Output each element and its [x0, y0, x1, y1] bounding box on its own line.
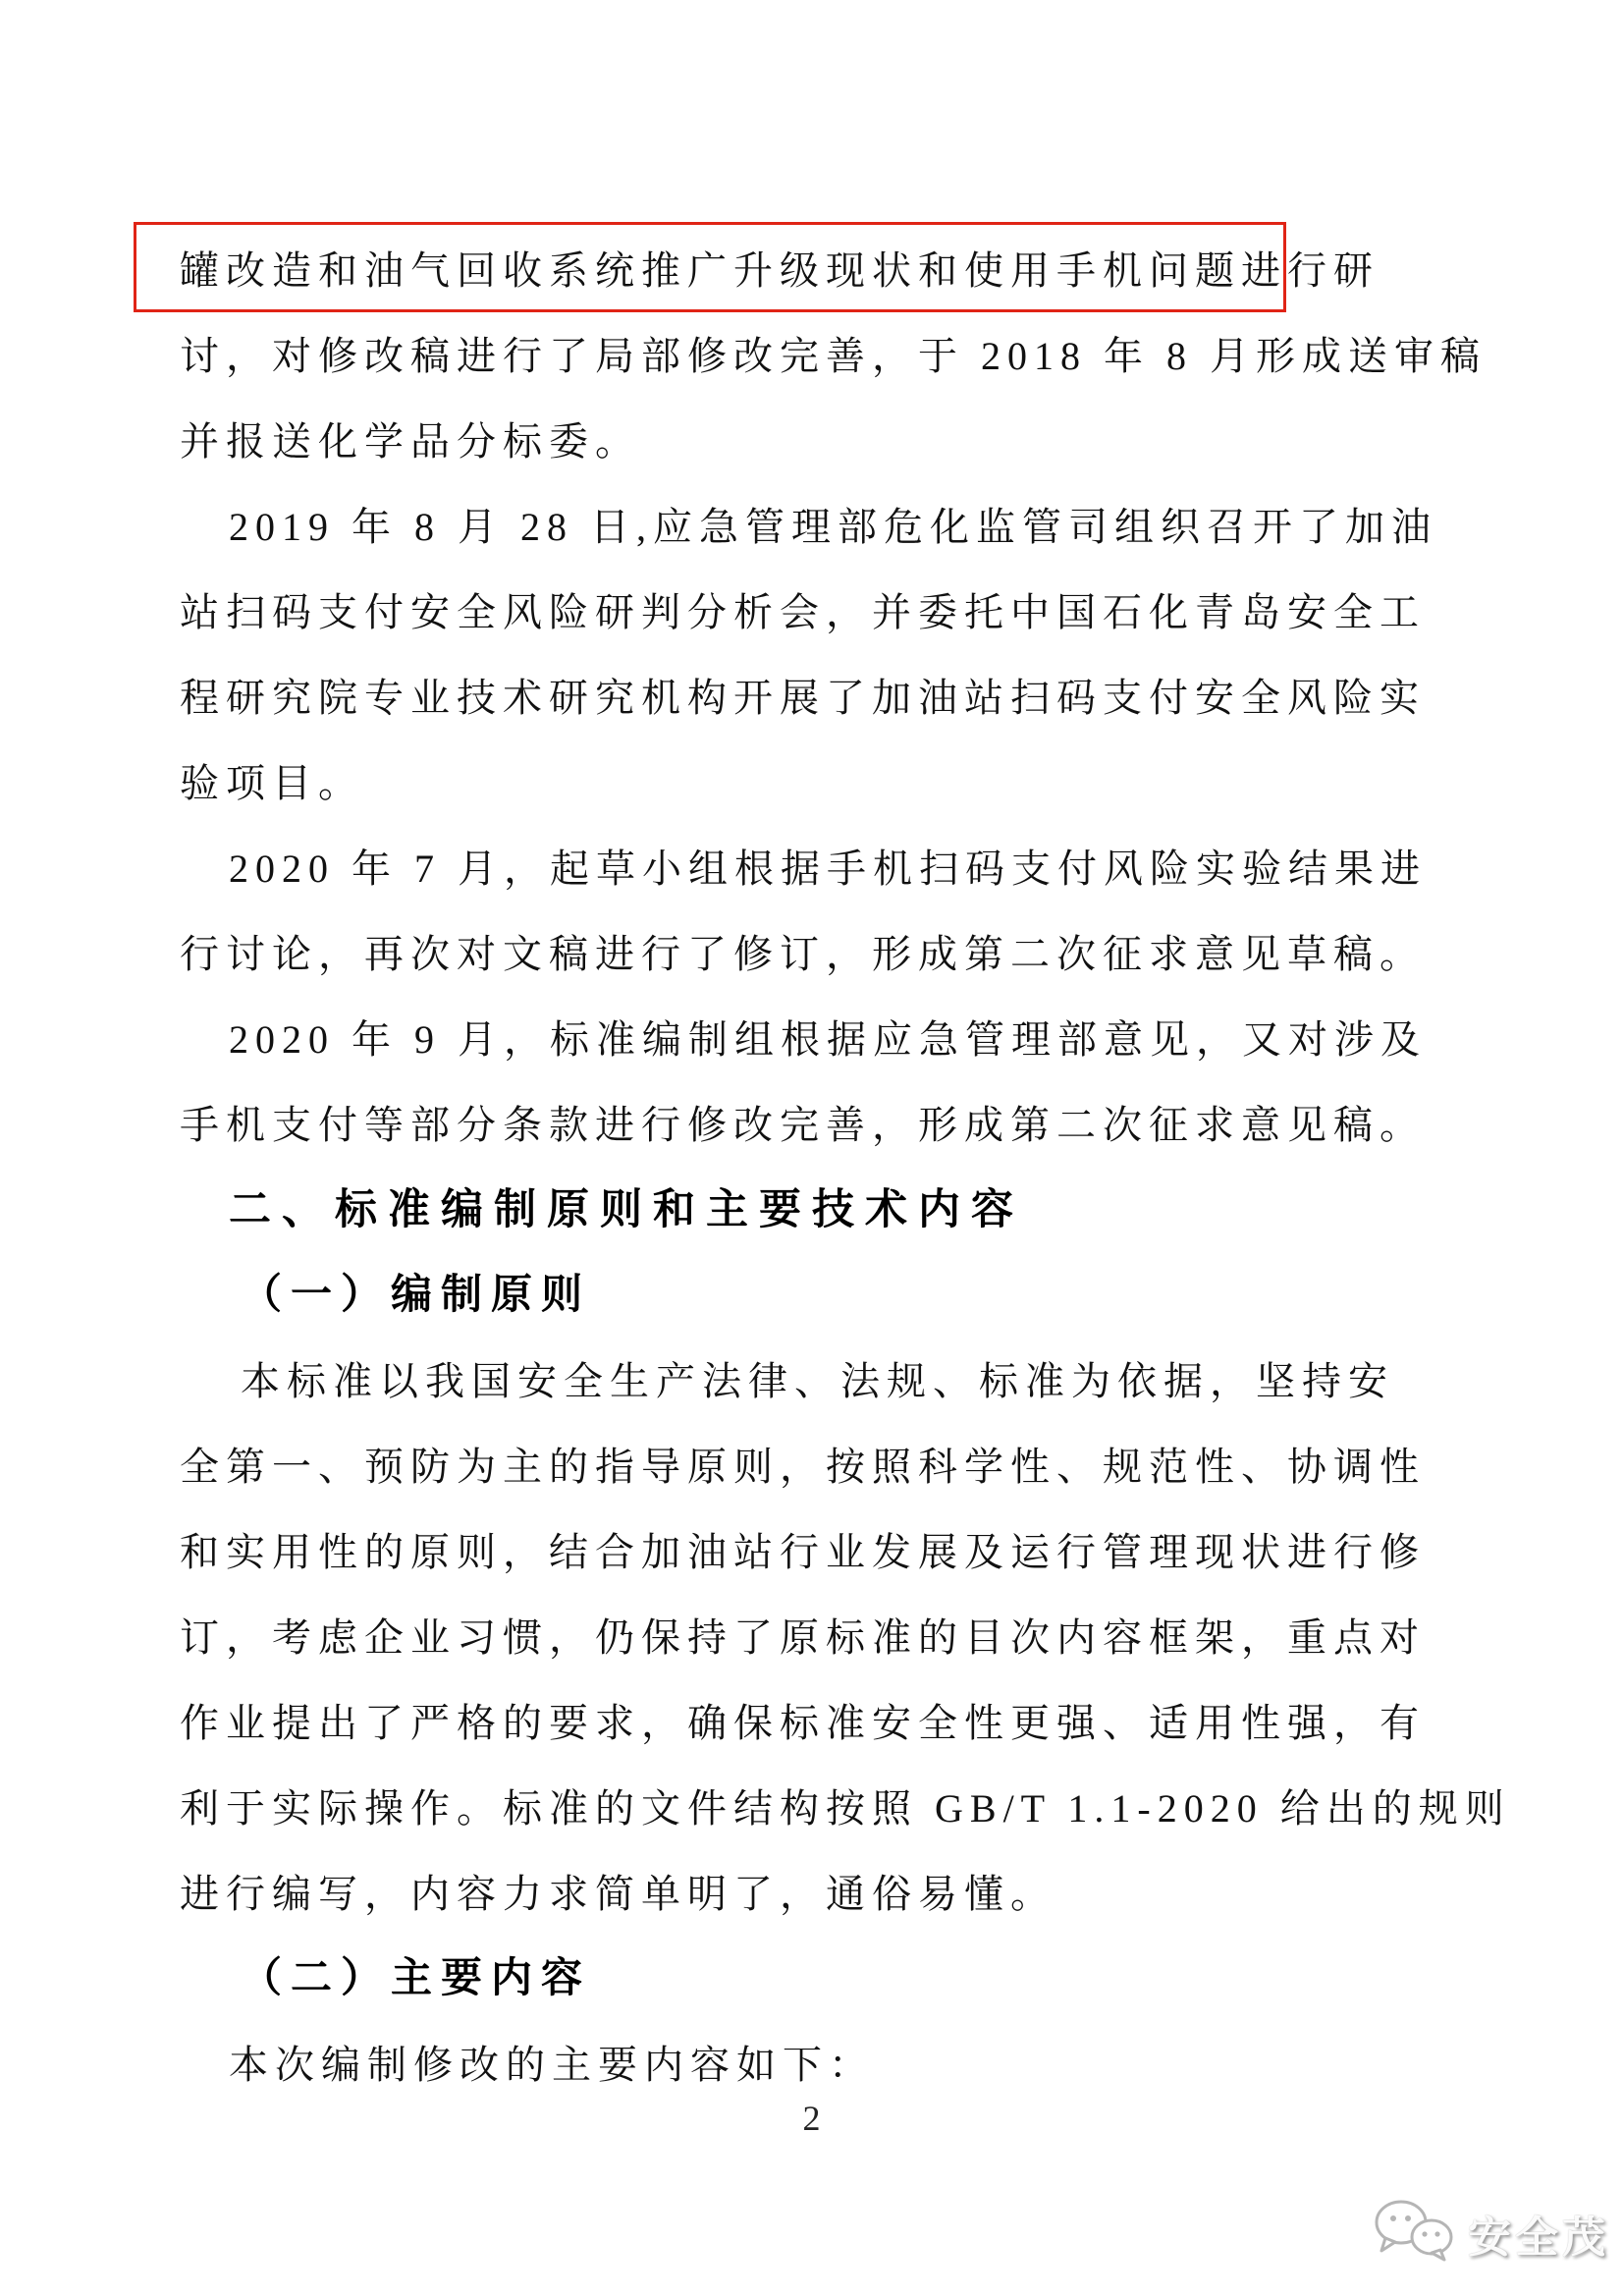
text-line: 本标准以我国安全生产法律、法规、标准为依据，坚持安 [241, 1359, 1394, 1403]
text-line: 订，考虑企业习惯，仍保持了原标准的目次内容框架，重点对 [180, 1615, 1426, 1660]
page-number: 2 [802, 2099, 821, 2138]
text-line: 利于实际操作。标准的文件结构按照 GB/T 1.1-2020 给出的规则 [180, 1786, 1511, 1831]
text-line: 程研究院专业技术研究机构开展了加油站扫码支付安全风险实 [180, 676, 1426, 720]
text-line: 2019 年 8 月 28 日,应急管理部危化监管司组织召开了加油 [229, 505, 1437, 549]
text-line: 并报送化学品分标委。 [180, 419, 641, 464]
page-footer [0, 2098, 1623, 2139]
wechat-bubbles-icon [1372, 2198, 1458, 2268]
heading-line: （二）主要内容 [241, 1956, 592, 2001]
heading-line: 二、标准编制原则和主要技术内容 [229, 1186, 1024, 1233]
document-body [180, 228, 1511, 2107]
text-line: 进行编写，内容力求简单明了，通俗易懂。 [180, 1872, 1056, 1916]
text-line: 作业提出了严格的要求，确保标准安全性更强、适用性强，有 [180, 1701, 1426, 1745]
text-line: 罐改造和油气回收系统推广升级现状和使用手机问题进行研 [180, 248, 1380, 293]
text-line: 和实用性的原则，结合加油站行业发展及运行管理现状进行修 [180, 1530, 1426, 1574]
heading-line: （一）编制原则 [241, 1273, 592, 1318]
text-line: 全第一、预防为主的指导原则，按照科学性、规范性、协调性 [180, 1445, 1426, 1489]
watermark [1372, 2198, 1609, 2268]
text-line: 本次编制修改的主要内容如下： [229, 2043, 875, 2087]
watermark-brand-text: 安全茂 [1468, 2213, 1609, 2262]
text-line: 2020 年 9 月，标准编制组根据应急管理部意见，又对涉及 [229, 1017, 1427, 1062]
text-line: 行讨论，再次对文稿进行了修订，形成第二次征求意见草稿。 [180, 932, 1426, 976]
text-line: 手机支付等部分条款进行修改完善，形成第二次征求意见稿。 [180, 1103, 1426, 1147]
text-line: 2020 年 7 月，起草小组根据手机扫码支付风险实验结果进 [229, 847, 1427, 891]
text-line: 讨，对修改稿进行了局部修改完善，于 2018 年 8 月形成送审稿 [180, 334, 1487, 378]
text-line: 站扫码支付安全风险研判分析会，并委托中国石化青岛安全工 [180, 590, 1426, 634]
text-line: 验项目。 [180, 761, 364, 805]
